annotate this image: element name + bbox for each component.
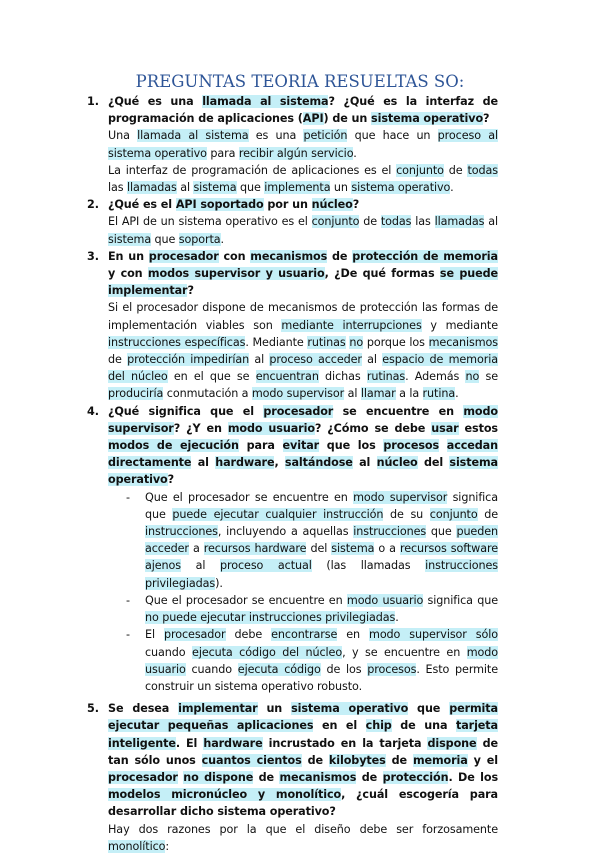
text-run: . [455,387,459,401]
highlighted-text: protección impedirían [127,353,250,367]
highlighted-text: pueden [456,525,498,539]
text-run: . El [175,736,204,750]
highlighted-text: llamar [360,387,396,401]
highlighted-text: modo usuario [227,421,315,435]
highlighted-text: recursos hardware [203,542,307,556]
text-run: de una [391,719,456,733]
text-run: y con [108,267,148,281]
highlighted-text: protección [382,770,449,784]
highlighted-text: petición [303,129,348,143]
highlighted-text: no [465,370,480,384]
question-number: 4. [87,404,100,418]
text-run: de [356,770,383,784]
text-run: significa que [423,593,499,607]
text-run: cuando [145,645,193,659]
highlighted-text: se puede implementar [108,267,498,298]
text-run: al [352,456,377,470]
text-run: de [253,770,280,784]
text-run: y el [467,753,498,767]
highlighted-text: proceso acceder [269,353,362,367]
text-run: de [477,507,498,521]
text-run: La interfaz de programación de aplicaciones es el [108,163,397,177]
highlighted-text: chip [365,719,392,733]
dash-bullet-icon: - [126,628,130,642]
text-run: , [274,456,285,470]
text-run: debe [225,628,272,642]
text-run: al [344,387,361,401]
highlighted-text: memoria [412,753,468,767]
text-run: al [484,215,498,229]
highlighted-text: mecanismos [250,249,328,263]
text-run [439,439,447,452]
highlighted-text: rutinas [307,335,346,349]
highlighted-text: acceder [145,542,189,556]
highlighted-text: conjunto [429,507,478,521]
highlighted-text: modo supervisor [251,387,345,401]
question-number: 3. [87,249,100,263]
highlighted-text: todas [380,215,412,229]
highlighted-text: modos supervisor y usuario [147,267,325,281]
document-title: PREGUNTAS TEORIA RESUELTAS SO: [135,72,465,91]
highlighted-text: modo supervisor sólo [369,628,499,642]
highlighted-text: llamada al sistema [202,95,329,108]
highlighted-text: modelos micronúcleo y monolítico [108,788,342,802]
text-run: para [206,146,239,160]
text-run: al [361,353,383,367]
text-run: ? [167,473,175,487]
text-run: que [408,702,450,716]
text-run: un [330,181,352,195]
answer-paragraph [108,127,498,161]
question-number: 1. [87,95,100,108]
bullet-text [145,594,498,624]
text-run: ? ¿Cómo se debe [314,421,432,435]
highlighted-text: llamada al sistema [137,129,249,143]
question-text [108,700,498,820]
highlighted-text: recursos software ajenos [145,542,498,573]
highlighted-text: núcleo [311,198,353,212]
text-run: que [151,232,179,246]
text-run: (las llamadas [311,559,426,573]
highlighted-text: procesador [108,770,178,784]
text-run: dichas [318,370,367,384]
highlighted-text: no puede ejecutar instrucciones privilegiadas [145,611,396,625]
highlighted-text: sistema [193,181,237,195]
highlighted-text: no [349,335,364,349]
highlighted-text: instrucciones específicas [108,335,246,349]
highlighted-text: instrucciones privilegiadas [145,559,498,590]
text-run: ¿Qué es una [108,95,203,108]
text-run: estos [458,421,498,435]
text-run: y mediante [421,318,499,332]
text-run: a la [395,387,423,401]
question-list [87,93,499,855]
highlighted-text: sistema operativo [108,456,498,487]
text-run: ? [483,112,490,126]
highlighted-text: todas [467,163,498,177]
highlighted-text: encontrarse [271,628,338,642]
answer-bullet [126,626,499,695]
highlighted-text: saltándose [284,456,353,470]
highlighted-text: kilobytes [328,753,386,767]
highlighted-text: implementa [264,181,331,195]
highlighted-text: llamadas [434,215,485,229]
text-run: que hace un [347,129,438,143]
text-run: : [165,839,170,853]
highlighted-text: sistema operativo [291,702,409,716]
text-run: El API de un sistema operativo es el [108,215,312,229]
text-run: de [301,753,329,767]
highlighted-text: sistema [108,232,152,246]
text-run: que [426,525,457,539]
text-run: al [191,456,216,470]
text-run: al [181,559,220,573]
highlighted-text: modo usuario [346,593,424,607]
text-run: de [327,249,353,263]
text-run: . [353,146,357,160]
highlighted-text: usar [431,421,459,435]
text-run: de tan sólo unos [108,736,498,767]
highlighted-text: ejecuta código del núcleo [192,645,343,659]
text-run: ? ¿Qué es la interfaz de programación de aplicaciones ( [108,95,498,126]
text-run: al [249,353,270,367]
highlighted-text: puede ejecutar cualquier instrucción [172,507,384,521]
question-item [87,248,499,403]
question-item [87,700,499,855]
highlighted-text: llamadas [126,181,177,195]
highlighted-text: proceso al sistema operativo [108,129,498,160]
text-run: las [108,181,127,195]
text-run: de su [383,507,430,521]
text-run: en el [313,719,366,733]
highlighted-text: modo usuario [145,645,498,676]
text-run: por un [263,198,312,212]
text-run: que [236,181,265,195]
highlighted-text: recibir algún servicio [238,146,354,160]
highlighted-text: sistema [331,542,375,556]
text-run: del [417,456,450,470]
highlighted-text: hardware [215,456,275,470]
highlighted-text: rutinas [366,370,406,384]
text-run: de [108,353,128,367]
highlighted-text: mecanismos [428,335,498,349]
text-run: Una [108,129,138,143]
question-item [87,196,498,248]
text-run: . De los [448,770,499,784]
text-run: de [443,163,468,177]
highlighted-text: mecanismos [279,770,357,784]
text-run: , ¿De qué formas [324,267,440,281]
text-run: . Mediante [245,335,308,349]
text-run: ¿Qué es el [108,198,176,212]
text-run: conmutación a [163,387,252,401]
question-text [108,403,498,489]
text-run: con [218,249,251,263]
highlighted-text: directamente [108,456,192,470]
text-run: . [395,611,399,625]
answer-paragraph [108,162,498,196]
answer-bullet-list [108,489,498,695]
highlighted-text: conjunto [396,163,444,177]
text-run: al [176,181,194,195]
highlighted-text: implementar [178,702,258,716]
bullet-text [145,628,498,693]
answer-paragraph [108,299,498,402]
answer-paragraph [108,213,498,247]
text-run: es una [248,129,304,143]
text-run: . [220,232,225,246]
text-run: se [479,370,498,384]
highlighted-text: conjunto [311,215,360,229]
text-run: de [359,215,381,229]
highlighted-text: instrucciones [353,525,427,539]
highlighted-text: dispone [427,736,477,750]
dash-bullet-icon: - [126,593,130,607]
highlighted-text: sistema operativo [371,112,484,126]
text-run: . [450,181,454,195]
question-text [108,93,498,127]
question-number: 2. [87,198,100,212]
highlighted-text: cuantos cientos [201,753,302,767]
text-run: en [337,628,370,642]
text-run: En un [108,249,149,263]
text-run: , incluyendo a aquellas [217,525,354,539]
highlighted-text: permita ejecutar pequeñas aplicaciones [108,702,498,733]
highlighted-text: API [302,112,324,126]
text-run: Que el procesador se encuentre en [145,593,347,607]
highlighted-text: encuentran [255,370,319,384]
highlighted-text: no dispone [183,770,254,784]
text-run: a [188,542,204,556]
highlighted-text: rutina [422,387,456,401]
text-run: del [306,542,332,556]
highlighted-text: hardware [203,736,263,750]
text-run: ). [215,576,223,590]
highlighted-text: núcleo [376,456,418,470]
question-item [87,93,498,196]
text-run: ? ¿Y en [173,421,228,435]
text-run: ? [187,284,194,298]
highlighted-text: instrucciones [145,525,218,539]
text-run: o a [374,542,400,556]
text-run: un [257,702,292,716]
text-run: Si el procesador dispone de mecanismos de protección las formas de implementación viables son [108,301,498,332]
highlighted-text: procesador [163,628,226,642]
dash-bullet-icon: - [126,490,130,504]
text-run: que los [319,439,384,453]
text-run: Se desea [108,702,179,716]
question-item [87,403,499,695]
text-run: Hay dos razones por la que el diseño debe ser forzosamente [108,822,498,836]
text-run: en el que se [167,370,256,384]
highlighted-text: API soportado [175,198,264,212]
text-run: para [238,439,283,453]
text-run: de los [320,662,368,676]
highlighted-text: monolítico [108,839,166,853]
highlighted-text: procesos [383,439,440,453]
text-run: . Esto permite construir un sistema operativo robusto. [145,662,499,693]
text-run: ) de un [323,112,372,126]
highlighted-text: evitar [282,439,320,453]
text-run: Que el procesador se encuentre en [145,490,354,504]
highlighted-text: soporta [178,232,221,246]
text-run: , ¿cuál escogería para desarrollar dicho sistema operativo? [108,788,499,819]
question-text [108,248,498,300]
text-run: se encuentre en [333,404,464,418]
highlighted-text: ejecuta código [237,662,321,676]
text-run: ¿Qué significa que el [108,404,264,418]
text-run: . Además [405,370,466,384]
text-run: de [385,753,413,767]
question-text [108,196,498,213]
answer-bullet [126,489,498,592]
answer-paragraph [108,821,498,855]
highlighted-text: proceso actual [219,559,312,573]
text-run: incrustado en la tarjeta [262,736,428,750]
text-run: las [411,215,435,229]
highlighted-text: modo supervisor [108,404,498,435]
text-run: porque los [363,335,429,349]
answer-bullet [126,592,499,626]
text-run: ? [352,198,360,212]
highlighted-text: modos de ejecución [108,439,239,453]
highlighted-text: mediante interrupciones [281,318,422,332]
highlighted-text: protección de memoria [352,249,498,263]
highlighted-text: accedan [446,439,498,453]
highlighted-text: procesador [148,249,219,263]
text-run: significa que [145,490,498,521]
text-run: cuando [185,662,238,676]
highlighted-text: procesador [263,404,334,418]
highlighted-text: tarjeta inteligente [108,719,498,750]
text-run: , y se encuentre en [342,645,467,659]
highlighted-text: procesos [367,662,417,676]
text-run: El [145,628,164,642]
bullet-text [145,491,498,590]
highlighted-text: modo supervisor [353,490,448,504]
question-number: 5. [87,702,100,716]
highlighted-text: espacio de memoria del núcleo [108,353,498,384]
highlighted-text: produciría [108,387,164,401]
highlighted-text: sistema operativo [351,181,451,195]
